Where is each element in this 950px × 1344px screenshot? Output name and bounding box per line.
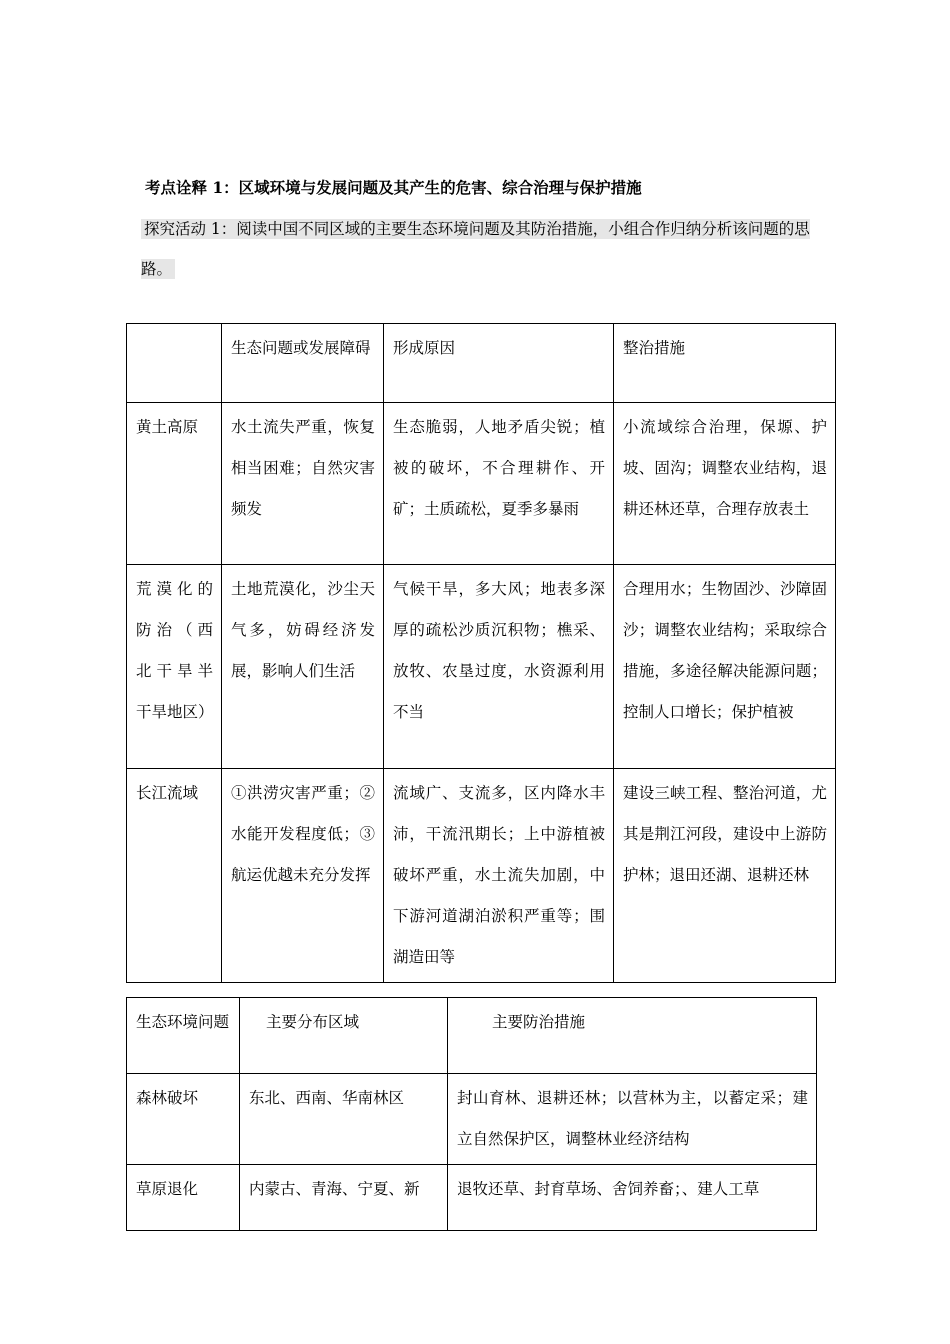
problem-cell: ①洪涝灾害严重；②水能开发程度低；③航运优越未充分发挥 [222,769,384,983]
header-cell: 主要防治措施 [448,998,817,1074]
measure-cell: 退牧还草、封育草场、舍饲养畜；、建人工草 [448,1165,817,1231]
header-cell: 主要分布区域 [240,998,448,1074]
region-cell: 黄土高原 [127,403,222,565]
measure-cell: 合理用水；生物固沙、沙障固沙；调整农业结构；采取综合措施，多途径解决能源问题；控制人口增长；保护植被 [614,565,836,769]
header-cell: 整治措施 [614,324,836,403]
cause-cell: 生态脆弱，人地矛盾尖锐；植被的破坏，不合理耕作、开矿；土质疏松，夏季多暴雨 [384,403,614,565]
table-header-row [127,324,836,403]
eco-problems-table [126,323,836,983]
activity-text [141,209,841,289]
table-row [127,1165,817,1231]
table-row [127,565,836,769]
region-cell: 荒漠化的防治（西北干旱半干旱地区） [127,565,222,769]
table-row [127,403,836,565]
header-cell: 生态问题或发展障碍 [222,324,384,403]
activity-highlight: 探究活动 1：阅读中国不同区域的主要生态环境问题及其防治措施，小组合作归纳分析该问题的思路。 [141,220,810,278]
table-row [127,1074,817,1165]
cause-cell: 气候干旱，多大风；地表多深厚的疏松沙质沉积物；樵采、放牧、农垦过度，水资源利用不当 [384,565,614,769]
header-cell: 生态环境问题 [127,998,240,1074]
header-cell: 形成原因 [384,324,614,403]
table-header-row [127,998,817,1074]
measure-cell: 建设三峡工程、整治河道，尤其是荆江河段，建设中上游防护林；退田还湖、退耕还林 [614,769,836,983]
cause-cell: 流域广、支流多，区内降水丰沛，干流汛期长；上中游植被破坏严重，水土流失加剧，中下游河道湖泊淤积严重等；围湖造田等 [384,769,614,983]
section-heading: 考点诠释 1：区域环境与发展问题及其产生的危害、综合治理与保护措施 [145,178,642,197]
table-row [127,769,836,983]
eco-environment-table [126,997,817,1231]
measure-cell: 小流域综合治理，保塬、护坡、固沟；调整农业结构，退耕还林还草，合理存放表土 [614,403,836,565]
region-cell: 长江流域 [127,769,222,983]
problem-cell: 草原退化 [127,1165,240,1231]
problem-cell: 森林破坏 [127,1074,240,1165]
header-cell [127,324,222,403]
region-cell: 内蒙古、青海、宁夏、新 [240,1165,448,1231]
problem-cell: 水土流失严重，恢复相当困难；自然灾害频发 [222,403,384,565]
problem-cell: 土地荒漠化，沙尘天气多，妨碍经济发展，影响人们生活 [222,565,384,769]
region-cell: 东北、西南、华南林区 [240,1074,448,1165]
measure-cell: 封山育林、退耕还林；以营林为主，以蓄定采；建立自然保护区，调整林业经济结构 [448,1074,817,1165]
